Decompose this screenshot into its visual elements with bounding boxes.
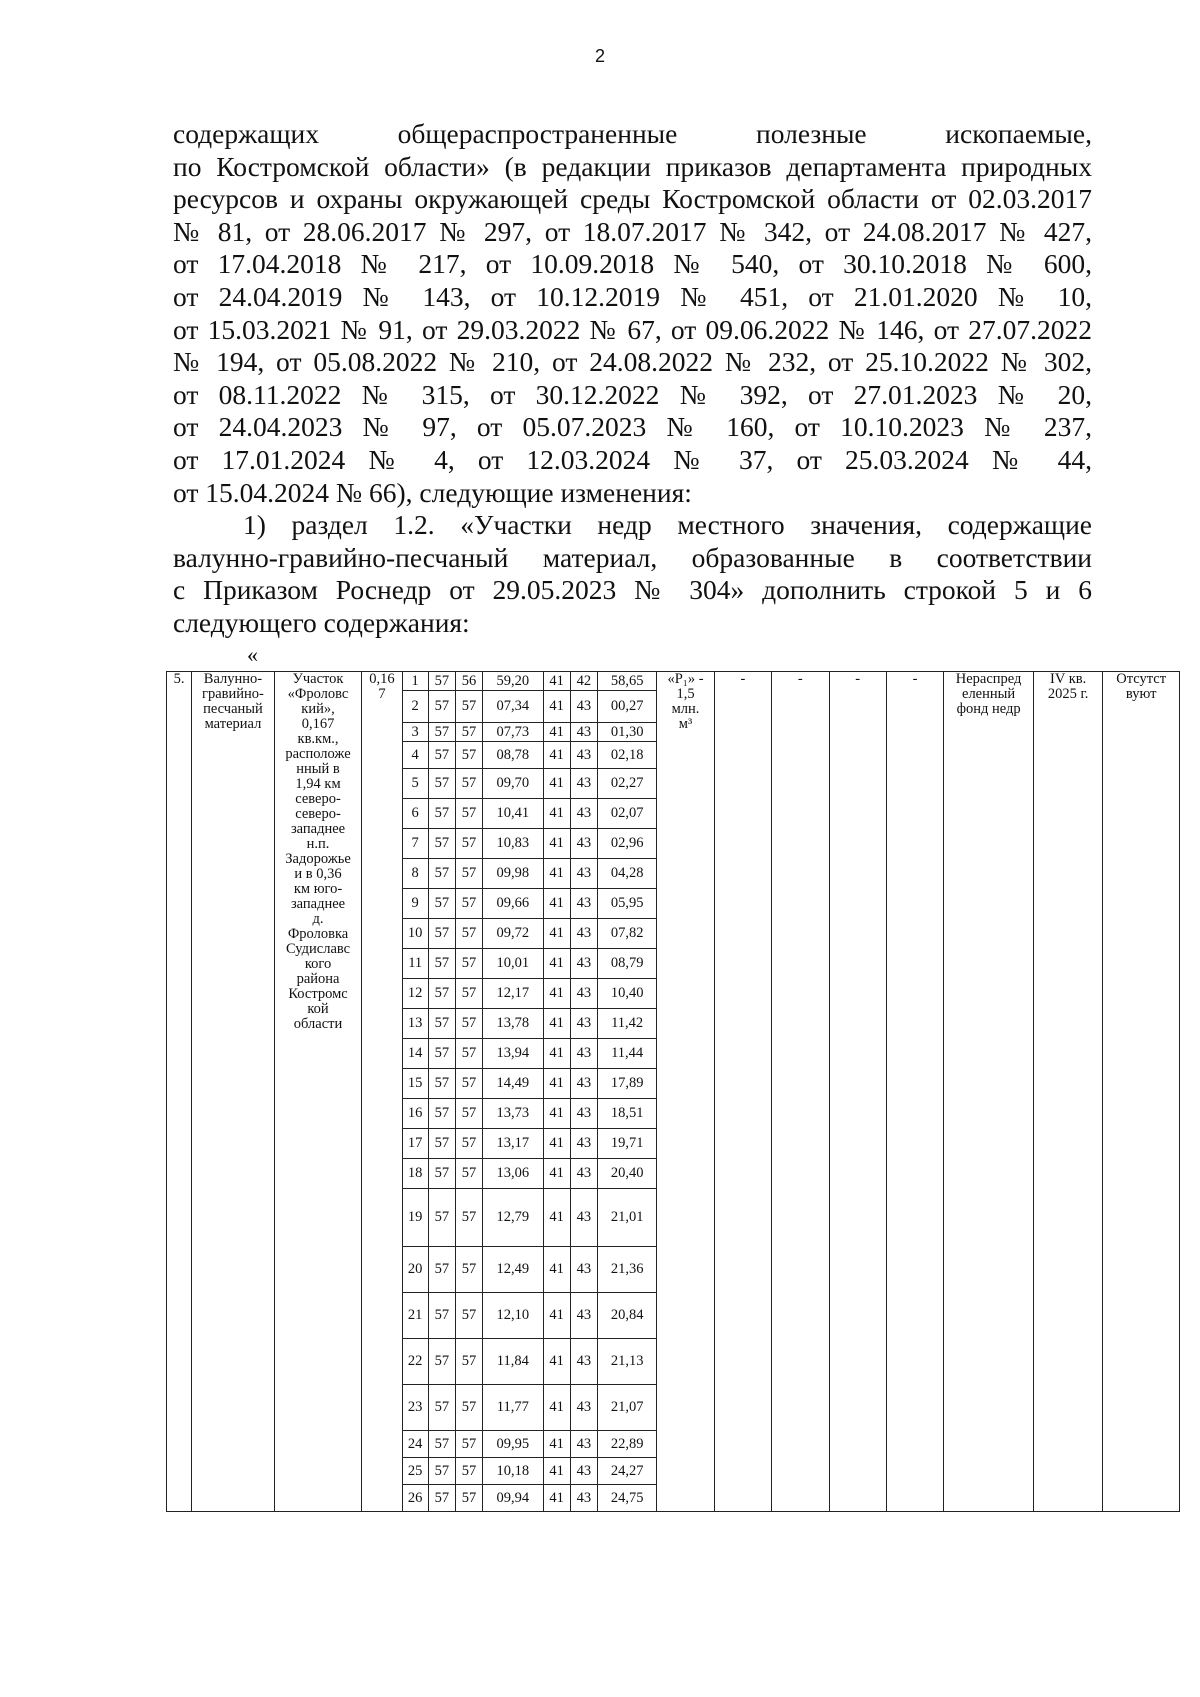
coordinate-cell: 41 <box>543 691 570 723</box>
coordinate-cell: 57 <box>428 723 455 742</box>
coordinate-cell: 58,65 <box>597 672 656 691</box>
coordinate-cell: 41 <box>543 949 570 979</box>
row-number: 5. <box>173 671 185 687</box>
coordinate-cell: 09,70 <box>483 769 543 799</box>
coordinate-cell: 22,89 <box>597 1431 656 1458</box>
coordinate-cell: 11,77 <box>483 1385 543 1431</box>
coordinate-cell: 25 <box>402 1458 428 1485</box>
coordinate-cell: 20,40 <box>597 1159 656 1189</box>
paragraph-line: от 17.01.2024 № 4, от 12.03.2024 № 37, от 25.03.2024 № 44, <box>173 443 1092 475</box>
item-line: валунно-гравийно-песчаный материал, образованные в соответствии <box>173 541 1092 573</box>
coordinate-cell: 41 <box>543 919 570 949</box>
coordinate-cell: 12 <box>402 979 428 1009</box>
coordinate-cell: 13,73 <box>483 1099 543 1129</box>
coordinate-cell: 13,94 <box>483 1039 543 1069</box>
coordinate-cell: 57 <box>455 691 482 723</box>
coordinate-cell: 57 <box>428 1485 455 1512</box>
coordinate-cell: 4 <box>402 742 428 769</box>
coordinate-cell: 19,71 <box>597 1129 656 1159</box>
coordinate-cell: 10,41 <box>483 799 543 829</box>
coordinate-cell: 41 <box>543 799 570 829</box>
coordinate-cell: 24,27 <box>597 1458 656 1485</box>
coordinate-cell: 57 <box>428 919 455 949</box>
coordinate-cell: 57 <box>455 1293 482 1339</box>
site-line: кий», <box>301 701 335 717</box>
resources-cell <box>657 672 714 1512</box>
coordinate-cell: 43 <box>570 742 597 769</box>
coordinate-cell: 10,83 <box>483 829 543 859</box>
term-line: 2025 г. <box>1047 686 1089 702</box>
coordinate-cell: 57 <box>455 979 482 1009</box>
coordinate-cell: 57 <box>455 919 482 949</box>
coordinate-cell: 43 <box>570 979 597 1009</box>
coordinate-cell: 41 <box>543 1458 570 1485</box>
coordinate-cell: 57 <box>428 672 455 691</box>
coordinate-cell: 26 <box>402 1485 428 1512</box>
site-line: Участок <box>292 671 344 687</box>
amendment-item-1 <box>173 509 1092 639</box>
mineral-line: песчаный <box>203 701 263 717</box>
subsoil-site-table <box>166 671 1180 1512</box>
coordinate-cell: 12,10 <box>483 1293 543 1339</box>
coordinate-cell: 57 <box>428 799 455 829</box>
table-body <box>167 672 1180 1512</box>
coordinate-cell: 11,84 <box>483 1339 543 1385</box>
term-cell <box>1033 672 1102 1512</box>
site-line: северо- <box>295 791 341 807</box>
area-cell <box>362 672 402 1512</box>
coordinate-cell: 13,06 <box>483 1159 543 1189</box>
coordinate-cell: 3 <box>402 723 428 742</box>
coordinate-cell: 43 <box>570 691 597 723</box>
coordinate-cell: 41 <box>543 1009 570 1039</box>
coordinate-cell: 18,51 <box>597 1099 656 1129</box>
intro-paragraph <box>173 118 1092 509</box>
coordinate-cell: 17 <box>402 1129 428 1159</box>
coordinate-cell: 41 <box>543 769 570 799</box>
coordinate-cell: 57 <box>455 1339 482 1385</box>
coordinate-cell: 02,18 <box>597 742 656 769</box>
coordinate-cell: 43 <box>570 723 597 742</box>
coordinate-cell: 57 <box>428 1159 455 1189</box>
coordinate-cell: 00,27 <box>597 691 656 723</box>
table-row <box>167 672 1180 691</box>
coordinate-cell: 19 <box>402 1189 428 1247</box>
status-line: еленный <box>962 686 1016 702</box>
site-line: км юго- <box>293 881 343 897</box>
term-line: IV кв. <box>1050 671 1087 687</box>
coordinate-cell: 41 <box>543 1293 570 1339</box>
status-line: Нераспред <box>955 671 1022 687</box>
row-number-cell <box>167 672 192 1512</box>
coordinate-cell: 10,18 <box>483 1458 543 1485</box>
coordinate-cell: 43 <box>570 889 597 919</box>
coordinate-cell: 57 <box>455 723 482 742</box>
coordinate-cell: 07,73 <box>483 723 543 742</box>
coordinate-cell: 57 <box>455 949 482 979</box>
resources-line: «P₁» - <box>667 671 704 687</box>
coordinate-cell: 24 <box>402 1431 428 1458</box>
coordinate-cell: 57 <box>455 829 482 859</box>
coordinate-cell: 57 <box>455 799 482 829</box>
coordinate-cell: 56 <box>455 672 482 691</box>
coordinate-cell: 57 <box>428 1458 455 1485</box>
paragraph-line: по Костромской области» (в редакции приказов департамента природных <box>173 150 1092 182</box>
coordinate-cell: 57 <box>428 1247 455 1293</box>
mineral-line: гравийно- <box>202 686 264 702</box>
coordinate-cell: 43 <box>570 1458 597 1485</box>
paragraph-line: № 81, от 28.06.2017 № 297, от 18.07.2017 № 342, от 24.08.2017 № 427, <box>173 215 1092 247</box>
coordinate-cell: 57 <box>428 949 455 979</box>
coordinate-cell: 6 <box>402 799 428 829</box>
coordinate-cell: 57 <box>455 1189 482 1247</box>
site-line: области <box>293 1016 343 1032</box>
coordinate-cell: 05,95 <box>597 889 656 919</box>
coordinate-cell: 43 <box>570 949 597 979</box>
paragraph-line: от 17.04.2018 № 217, от 10.09.2018 № 540, от 30.10.2018 № 600, <box>173 248 1092 280</box>
dash-cell <box>829 672 886 1512</box>
site-line: северо- <box>295 806 341 822</box>
coordinate-cell: 41 <box>543 1069 570 1099</box>
coordinate-cell: 10,40 <box>597 979 656 1009</box>
coordinate-cell: 41 <box>543 1099 570 1129</box>
coordinate-cell: 13 <box>402 1009 428 1039</box>
dash-cell <box>772 672 829 1512</box>
coordinate-cell: 57 <box>455 1159 482 1189</box>
coordinate-cell: 10 <box>402 919 428 949</box>
paragraph-line: ресурсов и охраны окружающей среды Костромской области от 02.03.2017 <box>173 183 1092 215</box>
coordinate-cell: 41 <box>543 1189 570 1247</box>
coordinate-cell: 21 <box>402 1293 428 1339</box>
coordinate-cell: 21,13 <box>597 1339 656 1385</box>
licenses-cell <box>1103 672 1180 1512</box>
coordinate-cell: 57 <box>428 1069 455 1099</box>
coordinate-cell: 43 <box>570 1129 597 1159</box>
coordinate-cell: 57 <box>428 979 455 1009</box>
paragraph-line: № 194, от 05.08.2022 № 210, от 24.08.2022 № 232, от 25.10.2022 № 302, <box>173 346 1092 378</box>
coordinate-cell: 11 <box>402 949 428 979</box>
coordinate-cell: 13,17 <box>483 1129 543 1159</box>
coordinate-cell: 43 <box>570 1099 597 1129</box>
coordinate-cell: 41 <box>543 1339 570 1385</box>
coordinate-cell: 57 <box>455 1129 482 1159</box>
site-line: д. <box>312 911 324 927</box>
site-line: кв.км., <box>297 731 339 747</box>
coordinate-cell: 57 <box>428 889 455 919</box>
coordinate-cell: 57 <box>428 829 455 859</box>
coordinate-cell: 57 <box>428 691 455 723</box>
coordinate-cell: 57 <box>455 1009 482 1039</box>
site-line: кой <box>307 1001 329 1017</box>
coordinate-cell: 57 <box>428 1385 455 1431</box>
coordinate-cell: 1 <box>402 672 428 691</box>
coordinate-cell: 14 <box>402 1039 428 1069</box>
coordinate-cell: 41 <box>543 1385 570 1431</box>
resources-line: м³ <box>678 716 693 732</box>
coordinate-cell: 43 <box>570 1009 597 1039</box>
coordinate-cell: 43 <box>570 799 597 829</box>
coordinate-cell: 11,44 <box>597 1039 656 1069</box>
site-line: Костромс <box>288 986 348 1002</box>
coordinate-cell: 57 <box>455 1458 482 1485</box>
site-line: западнее <box>290 896 346 912</box>
page-number: 2 <box>594 46 605 66</box>
coordinate-cell: 21,36 <box>597 1247 656 1293</box>
mineral-line: Валунно- <box>203 671 263 687</box>
coordinate-cell: 57 <box>428 1339 455 1385</box>
coordinate-cell: 57 <box>428 1039 455 1069</box>
coordinate-cell: 09,72 <box>483 919 543 949</box>
coordinate-cell: 41 <box>543 859 570 889</box>
resources-line: 1,5 <box>676 686 695 702</box>
coordinate-cell: 12,17 <box>483 979 543 1009</box>
coordinate-cell: 17,89 <box>597 1069 656 1099</box>
coordinate-cell: 41 <box>543 723 570 742</box>
coordinate-cell: 07,82 <box>597 919 656 949</box>
dash-mark: - <box>797 671 803 687</box>
coordinate-cell: 43 <box>570 919 597 949</box>
resources-line: млн. <box>671 701 700 717</box>
coordinate-cell: 23 <box>402 1385 428 1431</box>
coordinate-cell: 13,78 <box>483 1009 543 1039</box>
coordinate-cell: 24,75 <box>597 1485 656 1512</box>
coordinate-cell: 57 <box>455 1099 482 1129</box>
coordinate-cell: 21,01 <box>597 1189 656 1247</box>
coordinate-cell: 57 <box>455 769 482 799</box>
coordinate-cell: 22 <box>402 1339 428 1385</box>
site-line: 0,167 <box>301 716 335 732</box>
coordinate-cell: 43 <box>570 1293 597 1339</box>
site-line: «Фроловс <box>287 686 349 702</box>
coordinate-cell: 43 <box>570 1159 597 1189</box>
coordinate-cell: 41 <box>543 1039 570 1069</box>
site-line: района <box>296 971 340 987</box>
coordinate-cell: 04,28 <box>597 859 656 889</box>
coordinate-cell: 41 <box>543 979 570 1009</box>
paragraph-line: от 24.04.2023 № 97, от 05.07.2023 № 160, от 10.10.2023 № 237, <box>173 411 1092 443</box>
coordinate-cell: 57 <box>428 1189 455 1247</box>
site-line: западнее <box>290 821 346 837</box>
coordinate-cell: 08,78 <box>483 742 543 769</box>
coordinate-cell: 57 <box>455 1485 482 1512</box>
coordinate-cell: 43 <box>570 1039 597 1069</box>
site-line: нный в <box>296 761 340 777</box>
coordinate-cell: 2 <box>402 691 428 723</box>
coordinate-cell: 18 <box>402 1159 428 1189</box>
coordinate-cell: 11,42 <box>597 1009 656 1039</box>
item-line: следующего содержания: <box>173 606 470 638</box>
coordinate-cell: 02,07 <box>597 799 656 829</box>
paragraph-line: от 24.04.2019 № 143, от 10.12.2019 № 451, от 21.01.2020 № 10, <box>173 280 1092 312</box>
coordinate-cell: 09,98 <box>483 859 543 889</box>
site-line: н.п. <box>306 836 330 852</box>
coordinate-cell: 57 <box>455 1247 482 1293</box>
status-cell <box>944 672 1034 1512</box>
coordinate-cell: 57 <box>428 1009 455 1039</box>
coordinate-cell: 57 <box>428 859 455 889</box>
coordinate-cell: 41 <box>543 1485 570 1512</box>
paragraph-line: от 15.03.2021 № 91, от 29.03.2022 № 67, от 09.06.2022 № 146, от 27.07.2022 <box>173 313 1092 345</box>
mineral-line: материал <box>204 716 262 732</box>
site-line: Фроловка <box>287 926 349 942</box>
coordinate-cell: 16 <box>402 1099 428 1129</box>
coordinate-cell: 57 <box>428 1431 455 1458</box>
document-body <box>173 118 1092 640</box>
coordinate-cell: 43 <box>570 1339 597 1385</box>
coordinate-cell: 10,01 <box>483 949 543 979</box>
coordinate-cell: 9 <box>402 889 428 919</box>
coordinate-cell: 59,20 <box>483 672 543 691</box>
coordinate-cell: 43 <box>570 769 597 799</box>
coordinate-cell: 41 <box>543 1159 570 1189</box>
site-line: расположе <box>285 746 351 762</box>
coordinate-cell: 41 <box>543 1247 570 1293</box>
licenses-line: Отсутст <box>1116 671 1167 687</box>
coordinate-cell: 57 <box>455 1385 482 1431</box>
coordinate-cell: 43 <box>570 1431 597 1458</box>
coordinate-cell: 57 <box>455 1431 482 1458</box>
coordinate-cell: 57 <box>455 889 482 919</box>
coordinate-cell: 42 <box>570 672 597 691</box>
area-line: 7 <box>378 686 386 702</box>
item-line: 1) раздел 1.2. «Участки недр местного значения, содержащие <box>243 509 1092 541</box>
coordinate-cell: 57 <box>428 742 455 769</box>
paragraph-line: содержащих общераспространенные полезные ископаемые, <box>173 118 1092 149</box>
coordinate-cell: 09,94 <box>483 1485 543 1512</box>
coordinate-cell: 7 <box>402 829 428 859</box>
coordinate-cell: 20 <box>402 1247 428 1293</box>
coordinate-cell: 8 <box>402 859 428 889</box>
coordinate-cell: 41 <box>543 1431 570 1458</box>
coordinate-cell: 09,66 <box>483 889 543 919</box>
site-line: Судиславс <box>285 941 351 957</box>
area-line: 0,16 <box>369 671 395 687</box>
coordinate-cell: 57 <box>428 1099 455 1129</box>
dash-mark: - <box>740 671 746 687</box>
licenses-line: вуют <box>1125 686 1157 702</box>
paragraph-line: от 08.11.2022 № 315, от 30.12.2022 № 392, от 27.01.2023 № 20, <box>173 378 1092 410</box>
coordinate-cell: 57 <box>428 1129 455 1159</box>
dash-cell <box>714 672 771 1512</box>
coordinate-cell: 43 <box>570 1189 597 1247</box>
coordinate-cell: 41 <box>543 742 570 769</box>
coordinate-cell: 57 <box>428 1293 455 1339</box>
coordinate-cell: 41 <box>543 672 570 691</box>
coordinate-cell: 57 <box>428 769 455 799</box>
dash-cell <box>886 672 943 1512</box>
coordinate-cell: 02,96 <box>597 829 656 859</box>
coordinate-cell: 43 <box>570 1069 597 1099</box>
coordinate-cell: 43 <box>570 1485 597 1512</box>
coordinate-cell: 15 <box>402 1069 428 1099</box>
coordinate-cell: 12,49 <box>483 1247 543 1293</box>
site-line: и в 0,36 <box>294 866 342 882</box>
coordinate-cell: 07,34 <box>483 691 543 723</box>
coordinate-cell: 14,49 <box>483 1069 543 1099</box>
coordinate-cell: 43 <box>570 829 597 859</box>
coordinate-cell: 41 <box>543 829 570 859</box>
coordinate-cell: 02,27 <box>597 769 656 799</box>
dash-mark: - <box>912 671 918 687</box>
coordinate-cell: 43 <box>570 1385 597 1431</box>
coordinate-cell: 08,79 <box>597 949 656 979</box>
coordinate-cell: 01,30 <box>597 723 656 742</box>
site-line: кого <box>304 956 332 972</box>
coordinate-cell: 09,95 <box>483 1431 543 1458</box>
paragraph-line: от 15.04.2024 № 66), следующие изменения: <box>173 476 692 508</box>
coordinate-cell: 20,84 <box>597 1293 656 1339</box>
coordinate-cell: 12,79 <box>483 1189 543 1247</box>
mineral-cell <box>192 672 275 1512</box>
coordinate-cell: 41 <box>543 889 570 919</box>
site-description-cell <box>274 672 362 1512</box>
coordinate-cell: 43 <box>570 859 597 889</box>
coordinate-cell: 21,07 <box>597 1385 656 1431</box>
dash-mark: - <box>855 671 861 687</box>
coordinate-cell: 57 <box>455 742 482 769</box>
coordinate-cell: 57 <box>455 1069 482 1099</box>
opening-quote: « <box>247 642 258 667</box>
site-line: Задорожье <box>285 851 351 867</box>
coordinate-cell: 57 <box>455 1039 482 1069</box>
item-line: с Приказом Роснедр от 29.05.2023 № 304» дополнить строкой 5 и 6 <box>173 574 1092 606</box>
coordinate-cell: 57 <box>455 859 482 889</box>
coordinate-cell: 41 <box>543 1129 570 1159</box>
site-line: 1,94 км <box>295 776 341 792</box>
coordinate-cell: 43 <box>570 1247 597 1293</box>
status-line: фонд недр <box>956 701 1021 717</box>
coordinate-cell: 5 <box>402 769 428 799</box>
